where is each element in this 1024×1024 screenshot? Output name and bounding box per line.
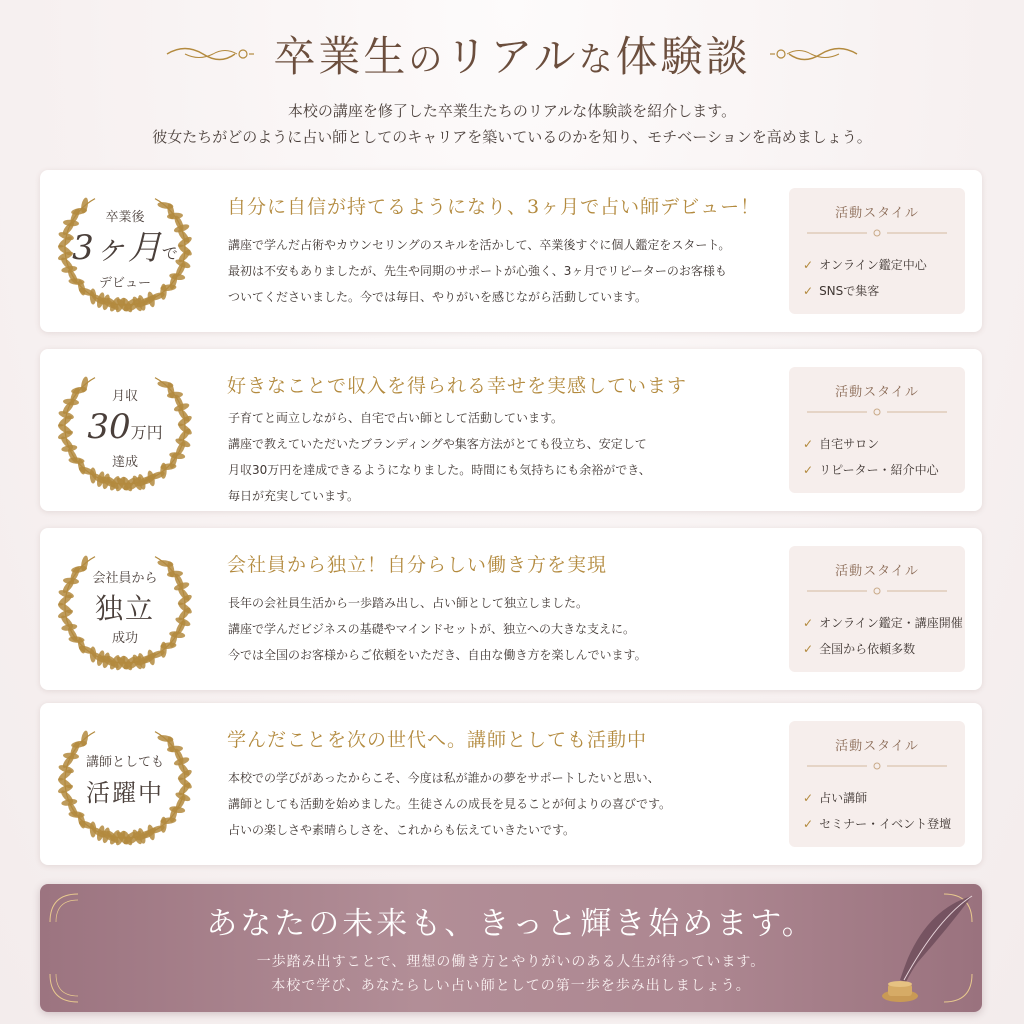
style-item: ✓ 自宅サロン [803,437,880,451]
cta-banner [40,884,982,1012]
divider-ornament-icon [807,586,947,596]
testimonial-card-4 [40,703,982,865]
badge-line1: 会社員から [92,571,158,586]
activity-style-title: 活動スタイル [835,206,919,221]
banner-title: あなたの未来も、きっと輝き始めます。 [206,906,816,942]
testimonial-card-2 [40,349,982,511]
activity-style-box [789,367,965,493]
badge-big: 活躍中 [86,779,164,807]
intro-text [0,98,1024,150]
check-icon: ✓ [803,258,814,272]
check-icon: ✓ [803,791,814,805]
section-header [0,24,1024,150]
badge-line3: デビュー [98,276,151,291]
laurel-badge [50,357,200,503]
testimonial-body: 子育てと両立しながら、自宅で占い師として活動しています。 講座で教えていただいたブランディングや集客方法がとても役立ち、安定して 月収30万円を達成できるようになりました。時間にも気持ちにも余裕ができ、 毎日が充実しています。 [228,411,651,503]
testimonial-body: 長年の会社員生活から一歩踏み出し、占い師として独立しました。 講座で学んだビジネスの基礎やマインドセットが、独立への大きな支えに。 今では全国のお客様からご依頼をいただき、自由な働き方を楽しんでいます。 [228,596,647,662]
intro-line-2: 彼女たちがどのように占い師としてのキャリアを築いているのかを知り、モチベーションを高めましょう。 [152,128,872,146]
check-icon: ✓ [803,463,814,477]
testimonial-title: 会社員から独立！自分らしい働き方を実現 [227,554,608,576]
laurel-badge [50,536,200,682]
testimonial-body: 講座で学んだ占術やカウンセリングのスキルを活かして、卒業後すぐに個人鑑定をスタート。 最初は不安もありましたが、先生や同期のサポートが心強く、3ヶ月でリピーターのお客様も ついてくださいました。今では毎日、やりがいを感じながら活動しています。 [228,238,731,304]
left-ornament-icon [165,39,255,69]
activity-style-title: 活動スタイル [835,564,919,579]
laurel-badge [50,711,200,857]
testimonial-title: 好きなことで収入を得られる幸せを実感しています [227,375,688,397]
testimonial-body: 本校での学びがあったからこそ、今度は私が誰かの夢をサポートしたいと思い、 講師としても活動を始めました。生徒さんの成長を見ることが何よりの喜びです。 占いの楽しさや素晴らしさを、これからも伝えていきたいです。 [228,771,672,837]
banner-subtitle: 一歩踏み出すことで、理想の働き方とやりがいのある人生が待っています。 本校で学び、あなたらしい占い師としての第一歩を歩み出しましょう。 [256,954,766,994]
title-row [0,24,1024,84]
badge-big: 30万円 [87,407,163,447]
badge-line1: 月収 [111,389,138,404]
style-item: ✓ オンライン鑑定・講座開催 [803,616,963,630]
badge-line1: 講師としても [85,755,164,770]
activity-style-title: 活動スタイル [835,739,919,754]
laurel-badge [50,178,200,324]
page-title: 卒業生のリアルな体験談 [273,32,751,81]
style-item: ✓ SNSで集客 [803,284,880,298]
check-icon: ✓ [803,817,814,831]
badge-line3: 成功 [111,631,138,646]
divider-ornament-icon [807,228,947,238]
divider-ornament-icon [807,407,947,417]
style-item: ✓ 占い講師 [803,791,868,805]
testimonial-title: 学んだことを次の世代へ。講師としても活動中 [227,729,648,751]
right-ornament-icon [769,39,859,69]
style-item: ✓ セミナー・イベント登壇 [803,817,952,831]
divider-ornament-icon [807,761,947,771]
intro-line-1: 本校の講座を修了した卒業生たちのリアルな体験談を紹介します。 [287,102,737,120]
quill-pen-icon [860,888,980,1008]
check-icon: ✓ [803,642,814,656]
badge-big: 独立 [94,592,155,625]
style-item: ✓ オンライン鑑定中心 [803,258,927,272]
check-icon: ✓ [803,437,814,451]
check-icon: ✓ [803,616,814,630]
testimonial-title: 自分に自信が持てるようになり、3ヶ月で占い師デビュー！ [227,196,761,218]
badge-line1: 卒業後 [105,210,145,225]
testimonial-card-3 [40,528,982,690]
activity-style-box [789,546,965,672]
style-item: ✓ リピーター・紹介中心 [803,463,939,477]
badge-line3: 達成 [111,455,138,470]
activity-style-box [789,721,965,847]
check-icon: ✓ [803,284,814,298]
badge-big: 3ヶ月で [72,228,178,268]
style-item: ✓ 全国から依頼多数 [803,642,916,656]
testimonial-card-1 [40,170,982,332]
activity-style-title: 活動スタイル [835,385,919,400]
activity-style-box [789,188,965,314]
